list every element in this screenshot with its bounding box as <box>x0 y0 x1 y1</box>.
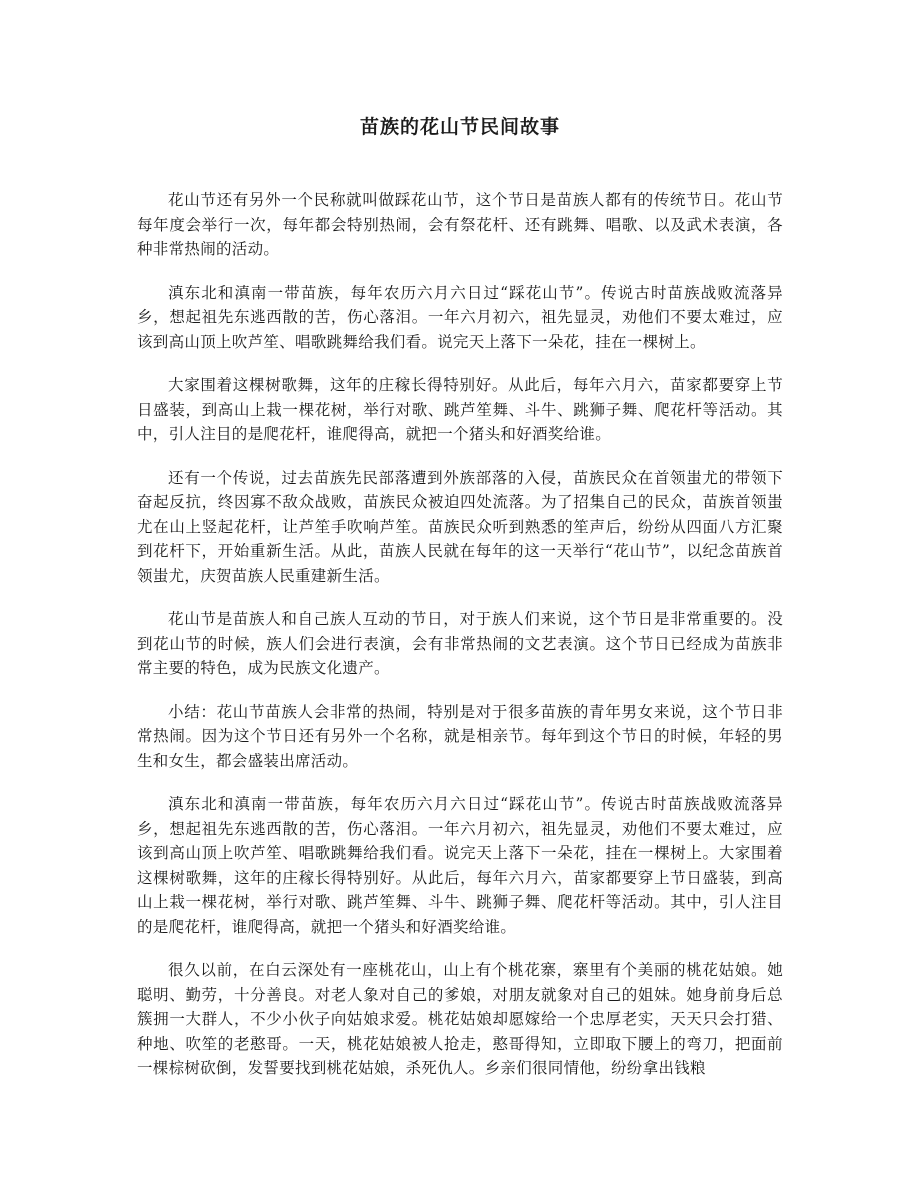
paragraph: 小结：花山节苗族人会非常的热闹，特别是对于很多苗族的青年男女来说，这个节日非常热闹。因为这个节日还有另外一个名称，就是相亲节。每年到这个节日的时候，年轻的男生和女生，都会盛装出席活动。 <box>137 702 783 770</box>
paragraph: 花山节还有另外一个民称就叫做踩花山节，这个节日是苗族人都有的传统节日。花山节每年度会举行一次，每年都会特别热闹，会有祭花杆、还有跳舞、唱歌、以及武术表演，各种非常热闹的活动。 <box>137 191 783 258</box>
paragraph: 滇东北和滇南一带苗族，每年农历六月六日过“踩花山节”。传说古时苗族战败流落异乡，想起祖先东逃西散的苦，伤心落泪。一年六月初六，祖先显灵，劝他们不要太难过，应该到高山顶上吹芦笙、唱歌跳舞给我们看。说完天上落下一朵花，挂在一棵树上。大家围着这棵树歌舞，这年的庄稼长得特别好。从此后，每年六月六，苗家都要穿上节日盛装，到高山上栽一棵花树，举行对歌、跳芦笙舞、斗牛、跳狮子舞、爬花杆等活动。其中，引人注目的是爬花杆，谁爬得高，就把一个猪头和好酒奖给谁。 <box>137 795 783 936</box>
paragraph: 还有一个传说，过去苗族先民部落遭到外族部落的入侵，苗族民众在首领蚩尤的带领下奋起反抗，终因寡不敌众战败，苗族民众被迫四处流落。为了招集自己的民众，苗族首领蚩尤在山上竖起花杆，让芦笙手吹响芦笙。苗族民众听到熟悉的笙声后，纷纷从四面八方汇聚到花杆下，开始重新生活。从此，苗族人民就在每年的这一天举行“花山节”，以纪念苗族首领蚩尤，庆贺苗族人民重建新生活。 <box>137 468 783 585</box>
paragraph: 花山节是苗族人和自己族人互动的节日，对于族人们来说，这个节日是非常重要的。没到花山节的时候，族人们会进行表演，会有非常热闹的文艺表演。这个节日已经成为苗族非常主要的特色，成为民族文化遗产。 <box>137 610 783 677</box>
paragraph: 滇东北和滇南一带苗族，每年农历六月六日过“踩花山节”。传说古时苗族战败流落异乡，想起祖先东逃西散的苦，伤心落泪。一年六月初六，祖先显灵，劝他们不要太难过，应该到高山顶上吹芦笙、唱歌跳舞给我们看。说完天上落下一朵花，挂在一棵树上。 <box>137 283 783 351</box>
paragraph: 很久以前，在白云深处有一座桃花山，山上有个桃花寨，寨里有个美丽的桃花姑娘。她聪明、勤劳，十分善良。对老人象对自己的爹娘，对朋友就象对自己的姐妹。她身前身后总簇拥一大群人，不少小伙子向姑娘求爱。桃花姑娘却愿嫁给一个忠厚老实，天天只会打猎、种地、吹笙的老憨哥。一天，桃花姑娘被人抢走，憨哥得知，立即取下腰上的弯刀，把面前一棵棕树砍倒，发誓要找到桃花姑娘，杀死仇人。乡亲们很同情他，纷纷拿出钱粮 <box>137 961 783 1077</box>
paragraph: 大家围着这棵树歌舞，这年的庄稼长得特别好。从此后，每年六月六，苗家都要穿上节日盛装，到高山上栽一棵花树，举行对歌、跳芦笙舞、斗牛、跳狮子舞、爬花杆等活动。其中，引人注目的是爬花杆，谁爬得高，就把一个猪头和好酒奖给谁。 <box>137 376 783 443</box>
document-title: 苗族的花山节民间故事 <box>359 116 560 138</box>
document-body <box>137 188 783 1100</box>
